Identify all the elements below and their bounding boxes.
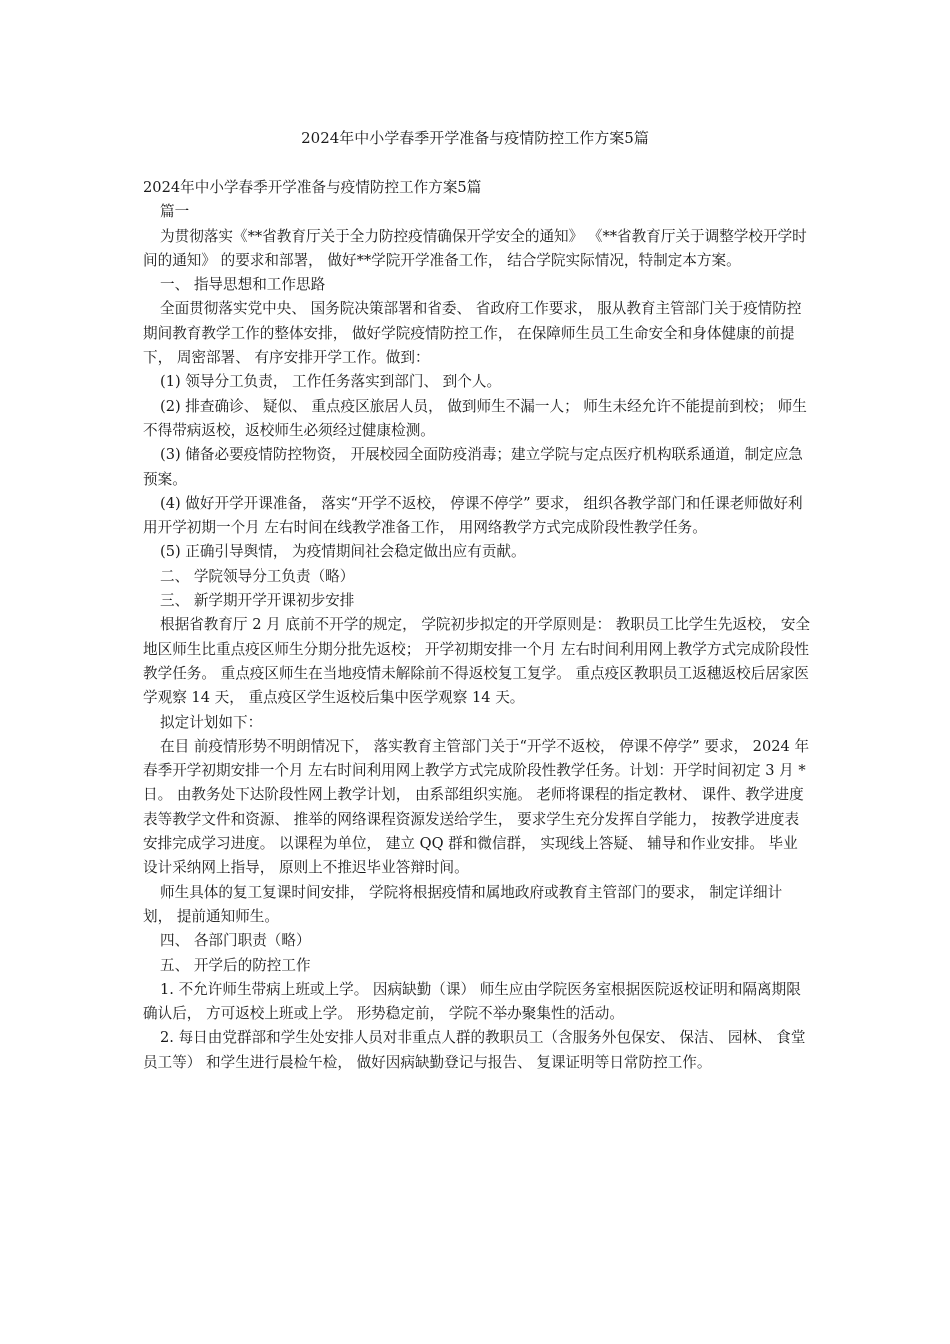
body-paragraph: 为贯彻落实《**省教育厅关于全力防控疫情确保开学安全的通知》 《**省教育厅关于调整学校开学时间的通知》 的要求和部署， 做好**学院开学准备工作， 结合学院实际情况，特制定本方案。: [143, 227, 807, 269]
body-paragraph: 全面贯彻落实党中央、 国务院决策部署和省委、 省政府工作要求， 服从教育主管部门关于疫情防控期间教育教学工作的整体安排， 做好学院疫情防控工作， 在保障师生员工生命安全和身体健康的前提下， 周密部署、 有序安排开学工作。做到：: [143, 300, 802, 367]
list-item: (5) 正确引导舆情， 为疫情期间社会稳定做出应有贡献。: [160, 543, 526, 561]
list-item: 1. 不允许师生带病上班或上学。 因病缺勤（课） 师生应由学院医务室根据医院返校证明和隔离期限确认后， 方可返校上班或上学。 形势稳定前， 学院不举办聚集性的活动。: [143, 980, 801, 1023]
list-item: 2. 每日由党群部和学生处安排人员对非重点人群的教职员工（含服务外包保安、 保洁、 园林、 食堂员工等） 和学生进行晨检午检， 做好因病缺勤登记与报告、 复课证明等日常防控工作。: [143, 1029, 806, 1071]
list-item: (3) 储备必要疫情防控物资， 开展校园全面防疫消毒；建立学院与定点医疗机构联系通道，制定应急预案。: [143, 446, 803, 488]
document-title: 2024年中小学春季开学准备与疫情防控工作方案5篇: [301, 129, 649, 147]
section-heading: 一、 指导思想和工作思路: [160, 276, 326, 294]
document-body: [143, 176, 811, 1075]
list-item: (4) 做好开学开课准备， 落实“开学不返校， 停课不停学” 要求， 组织各教学部门和任课老师做好利用开学初期一个月 左右时间在线教学准备工作， 用网络教学方式完成阶段性教学任务。: [143, 494, 803, 537]
section-heading: 四、 各部门职责（略）: [160, 932, 311, 950]
section-heading: 二、 学院领导分工负责（略）: [160, 567, 355, 585]
section-heading: 五、 开学后的防控工作: [160, 956, 311, 974]
body-paragraph: 在目 前疫情形势不明朗情况下， 落实教育主管部门关于“开学不返校， 停课不停学” 要求， 2024 年春季开学初期安排一个月 左右时间利用网上教学方式完成阶段性教学任务。计划：开学时间初定 3 月 *日。 由教务处下达阶段性网上教学计划， 由系部组织实施。 老师将课程的指定教材、 课件、教学进度表等教学文件和资源、 推举的网络课程资源发送给学生， 要求学生充分发挥自学能力， 按教学进度表安排完成学习进度。 以课程为单位， 建立 QQ 群和微信群， 实现线上答疑、 辅导和作业安排。 毕业设计采纳网上指导， 原则上不推迟毕业答辩时间。: [143, 737, 810, 877]
body-paragraph: 拟定计划如下：: [160, 713, 263, 731]
section-label: 篇一: [160, 203, 190, 221]
list-item: (1) 领导分工负责， 工作任务落实到部门、 到个人。: [160, 373, 502, 391]
body-paragraph: 师生具体的复工复课时间安排， 学院将根据疫情和属地政府或教育主管部门的要求， 制定详细计划， 提前通知师生。: [143, 883, 783, 925]
section-heading: 三、 新学期开学开课初步安排: [160, 592, 355, 610]
list-item: (2) 排查确诊、 疑似、 重点疫区旅居人员， 做到师生不漏一人； 师生未经允许不能提前到校； 师生不得带病返校，返校师生必须经过健康检测。: [143, 397, 807, 439]
document-subtitle: 2024年中小学春季开学准备与疫情防控工作方案5篇: [143, 179, 482, 196]
body-paragraph: 根据省教育厅 2 月 底前不开学的规定， 学院初步拟定的开学原则是： 教职员工比学生先返校， 安全地区师生比重点疫区师生分期分批先返校； 开学初期安排一个月 左右时间利用网上教学方式完成阶段性教学任务。 重点疫区师生在当地疫情未解除前不得返校复工复学。 重点疫区教职员工返穗返校后居家医学观察 14 天， 重点疫区学生返校后集中医学观察 14 天。: [143, 616, 811, 707]
